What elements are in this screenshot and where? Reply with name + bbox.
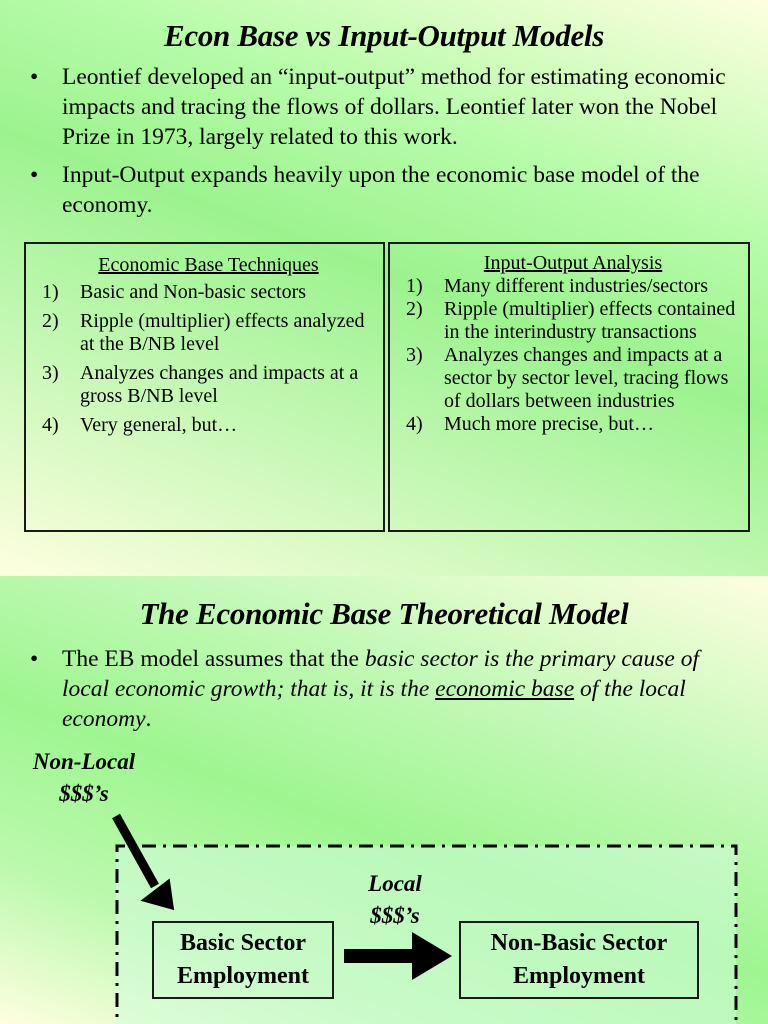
list-item: 3) Analyzes changes and impacts at a sector by sector level, tracing flows of dollars between industries xyxy=(406,344,729,412)
bullet-dot-icon: • xyxy=(30,162,39,188)
box-list xyxy=(406,275,740,436)
list-item: 2) Ripple (multiplier) effects contained in the interindustry transactions xyxy=(406,298,736,343)
input-output-analysis-box xyxy=(388,242,750,532)
box-list xyxy=(42,281,375,437)
slide-economic-base-model xyxy=(0,576,768,1024)
slide1-bullet-list xyxy=(30,62,730,228)
slide1-bullet: • Input-Output expands heavily upon the economic base model of the economy. xyxy=(30,162,700,218)
slide1-title: Econ Base vs Input-Output Models xyxy=(164,18,604,53)
box-heading: Input-Output Analysis xyxy=(483,252,663,274)
nonbasic-sector-employment-box: Non-Basic Sector Employment xyxy=(459,921,699,999)
list-item: 2) Ripple (multiplier) effects analyzed at the B/NB level xyxy=(42,310,365,355)
slide2-title: The Economic Base Theoretical Model xyxy=(139,596,629,631)
economic-base-term: economic base xyxy=(435,676,575,702)
basic-sector-employment-box: Basic Sector Employment xyxy=(152,921,334,999)
bullet-dot-icon: • xyxy=(30,646,39,672)
list-item: 1) Basic and Non-basic sectors xyxy=(42,281,307,303)
slide1-bullet: • Leontief developed an “input-output” method for estimating economic impacts and tracing the flows of dollars. Leontief later won the Nobel Prize in 1973, largely related to this work. xyxy=(30,64,726,150)
economic-base-techniques-box xyxy=(24,242,385,532)
box-heading: Economic Base Techniques xyxy=(98,254,319,276)
list-item: 4) Very general, but… xyxy=(42,414,238,436)
local-dollars-label: Local $$$’s xyxy=(368,871,422,928)
list-item: 1) Many different industries/sectors xyxy=(406,275,709,297)
list-item: 3) Analyzes changes and impacts at a gross B/NB level xyxy=(42,362,359,407)
bullet-dot-icon: • xyxy=(30,64,39,90)
nonlocal-dollars-label: Non-Local $$$’s xyxy=(32,749,136,806)
slide2-bullet: • The EB model assumes that the basic sector is the primary cause of local economic growth; that is, it is the economic base of the local economy. xyxy=(30,646,700,732)
list-item: 4) Much more precise, but… xyxy=(406,413,654,435)
